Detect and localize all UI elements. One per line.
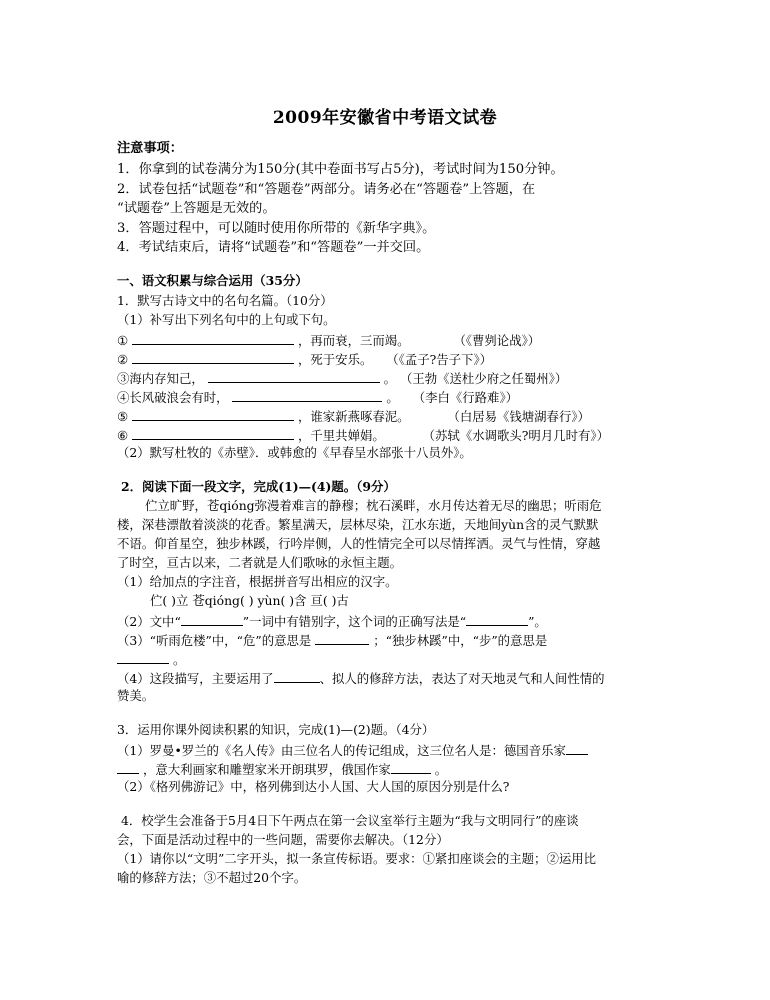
sub-question: （2）默写杜牧的《赤壁》．或韩愈的《早春呈水部张十八员外》。 xyxy=(117,445,472,460)
answer-blank[interactable] xyxy=(132,333,294,345)
fill-item xyxy=(117,333,540,347)
answer-blank[interactable] xyxy=(274,671,320,683)
text-part: （2）文中“ xyxy=(117,614,181,629)
passage-line: 楼，深巷漂散着淡淡的花香。繁星满天，层林尽染，江水东逝，天地间yùn含的灵气默默 xyxy=(117,517,599,532)
text-part: ；“独步林蹊”中，“步”的意思是 xyxy=(373,633,548,648)
item-source: （《曹刿论战》） xyxy=(453,333,541,348)
sub-question-cont xyxy=(117,652,185,666)
sub-question: （1）请你以“文明”二字开头，拟一条宣传标语。要求：①紧扣座谈会的主题；②运用比 xyxy=(117,851,597,866)
pinyin-line: 伫( )立 苍qióng( ) yùn( )含 亘( )古 xyxy=(150,593,349,608)
item-number: ⑥ xyxy=(117,428,129,443)
item-source: （王勃《送杜少府之任蜀州》） xyxy=(399,371,568,386)
item-text: ，谁家新燕啄春泥。 xyxy=(298,409,410,424)
item-text: 。 xyxy=(386,390,399,405)
answer-blank[interactable] xyxy=(466,614,528,626)
sub-question: （2）《格列佛游记》中，格列佛到达小人国、大人国的原因分别是什么? xyxy=(117,779,510,794)
section-heading: 一、语文积累与综合运用（35分） xyxy=(117,273,308,288)
text-part: ，意大利画家和雕塑家米开朗琪罗，俄国作家 xyxy=(142,762,391,777)
text-part: 、拟人的修辞方法，表达了对天地灵气和人间性情的 xyxy=(319,671,605,686)
text-part: 。 xyxy=(434,762,448,777)
item-source: （《孟子?告子下》） xyxy=(386,352,493,367)
sub-question xyxy=(117,743,588,757)
passage-line: 不语。仰首星空，独步林蹊，行吟岸侧，人的性情完全可以尽情挥洒。灵气与性情，穿越 xyxy=(117,536,601,551)
item-text: ，千里共婵娟。 xyxy=(298,428,385,443)
answer-blank[interactable] xyxy=(117,762,139,774)
item-number: ④长风破浪会有时， xyxy=(117,390,229,405)
fill-item xyxy=(117,409,590,423)
text-part: （4）这段描写，主要运用了 xyxy=(117,671,274,686)
question-stem: 2．阅读下面一段文字，完成(1)—(4)题。（9分） xyxy=(121,479,396,494)
answer-blank[interactable] xyxy=(315,633,369,645)
fill-item xyxy=(117,390,518,404)
answer-blank[interactable] xyxy=(132,352,294,364)
question-stem: 4．校学生会准备于5月4日下午两点在第一会议室举行主题为“我与文明同行”的座谈 xyxy=(121,813,579,828)
passage-line: 伫立旷野，苍qióng弥漫着难言的静穆；枕石溪畔，水月传达着无尽的幽思；听雨危 xyxy=(145,498,602,513)
text-part: ”。 xyxy=(528,614,547,629)
answer-blank[interactable] xyxy=(181,614,243,626)
sub-question-cont: 赞美。 xyxy=(117,688,155,703)
answer-blank[interactable] xyxy=(391,762,431,774)
sub-question xyxy=(117,671,605,685)
notice-item: 1．你拿到的试卷满分为150分(其中卷面书写占5分)，考试时间为150分钟。 xyxy=(117,162,564,177)
notice-item: 3．答题过程中，可以随时使用你所带的《新华字典》。 xyxy=(117,221,436,236)
question-stem: 1．默写古诗文中的名句名篇。（10分） xyxy=(117,293,333,308)
notice-item: 4．考试结束后，请将“试题卷”和“答题卷”一并交回。 xyxy=(117,240,430,255)
sub-question-cont: 喻的修辞方法；③不超过20个字。 xyxy=(117,870,307,885)
item-source: （白居易《钱塘湖春行》） xyxy=(447,409,590,424)
item-number: ③海内存知己， xyxy=(117,371,204,386)
sub-question-cont xyxy=(117,762,447,776)
notice-item: “试题卷”上答题是无效的。 xyxy=(117,201,276,216)
answer-blank[interactable] xyxy=(232,390,382,402)
question-stem: 3．运用你课外阅读积累的知识，完成(1)—(2)题。（4分） xyxy=(117,722,435,737)
item-text: 。 xyxy=(383,371,397,386)
sub-question xyxy=(117,633,547,647)
answer-blank[interactable] xyxy=(208,371,380,383)
notice-item: 2．试卷包括“试题卷”和“答题卷”两部分。请务必在“答题卷”上答题，在 xyxy=(117,182,536,197)
item-text: ，再而衰，三而竭。 xyxy=(298,333,410,348)
sub-question: （1）补写出下列名句中的上句或下句。 xyxy=(117,312,336,327)
sub-question xyxy=(117,614,547,628)
item-text: ，死于安乐。 xyxy=(298,352,373,367)
item-number: ① xyxy=(117,333,129,348)
item-number: ② xyxy=(117,352,129,367)
sub-question: （1）给加点的字注音，根据拼音写出相应的汉字。 xyxy=(117,574,398,589)
passage-line: 了时空，亘古以来，二者就是人们歌咏的永恒主题。 xyxy=(117,555,402,570)
item-source: （苏轼《水调歌头?明月几时有》） xyxy=(422,428,609,443)
answer-blank[interactable] xyxy=(566,743,588,755)
text-part: 。 xyxy=(172,652,186,667)
text-part: ”一词中有错别字，这个词的正确写法是“ xyxy=(242,614,467,629)
fill-item xyxy=(117,371,567,385)
answer-blank[interactable] xyxy=(132,409,294,421)
answer-blank[interactable] xyxy=(132,428,294,440)
text-part: （3）“听雨危楼”中，“危”的意思是 xyxy=(117,633,312,648)
item-number: ⑤ xyxy=(117,409,129,424)
item-source: （李白《行路难》） xyxy=(412,390,519,405)
page-title: 2009年安徽省中考语文试卷 xyxy=(272,108,498,128)
question-stem-cont: 会，下面是活动过程中的一些问题，需要你去解决。（12分） xyxy=(117,832,449,847)
text-part: （1）罗曼•罗兰的《名人传》由三位名人的传记组成，这三位名人是：德国音乐家 xyxy=(117,743,566,758)
fill-item xyxy=(117,428,609,442)
answer-blank[interactable] xyxy=(117,652,169,664)
notice-heading: 注意事项： xyxy=(117,141,183,156)
fill-item xyxy=(117,352,492,366)
